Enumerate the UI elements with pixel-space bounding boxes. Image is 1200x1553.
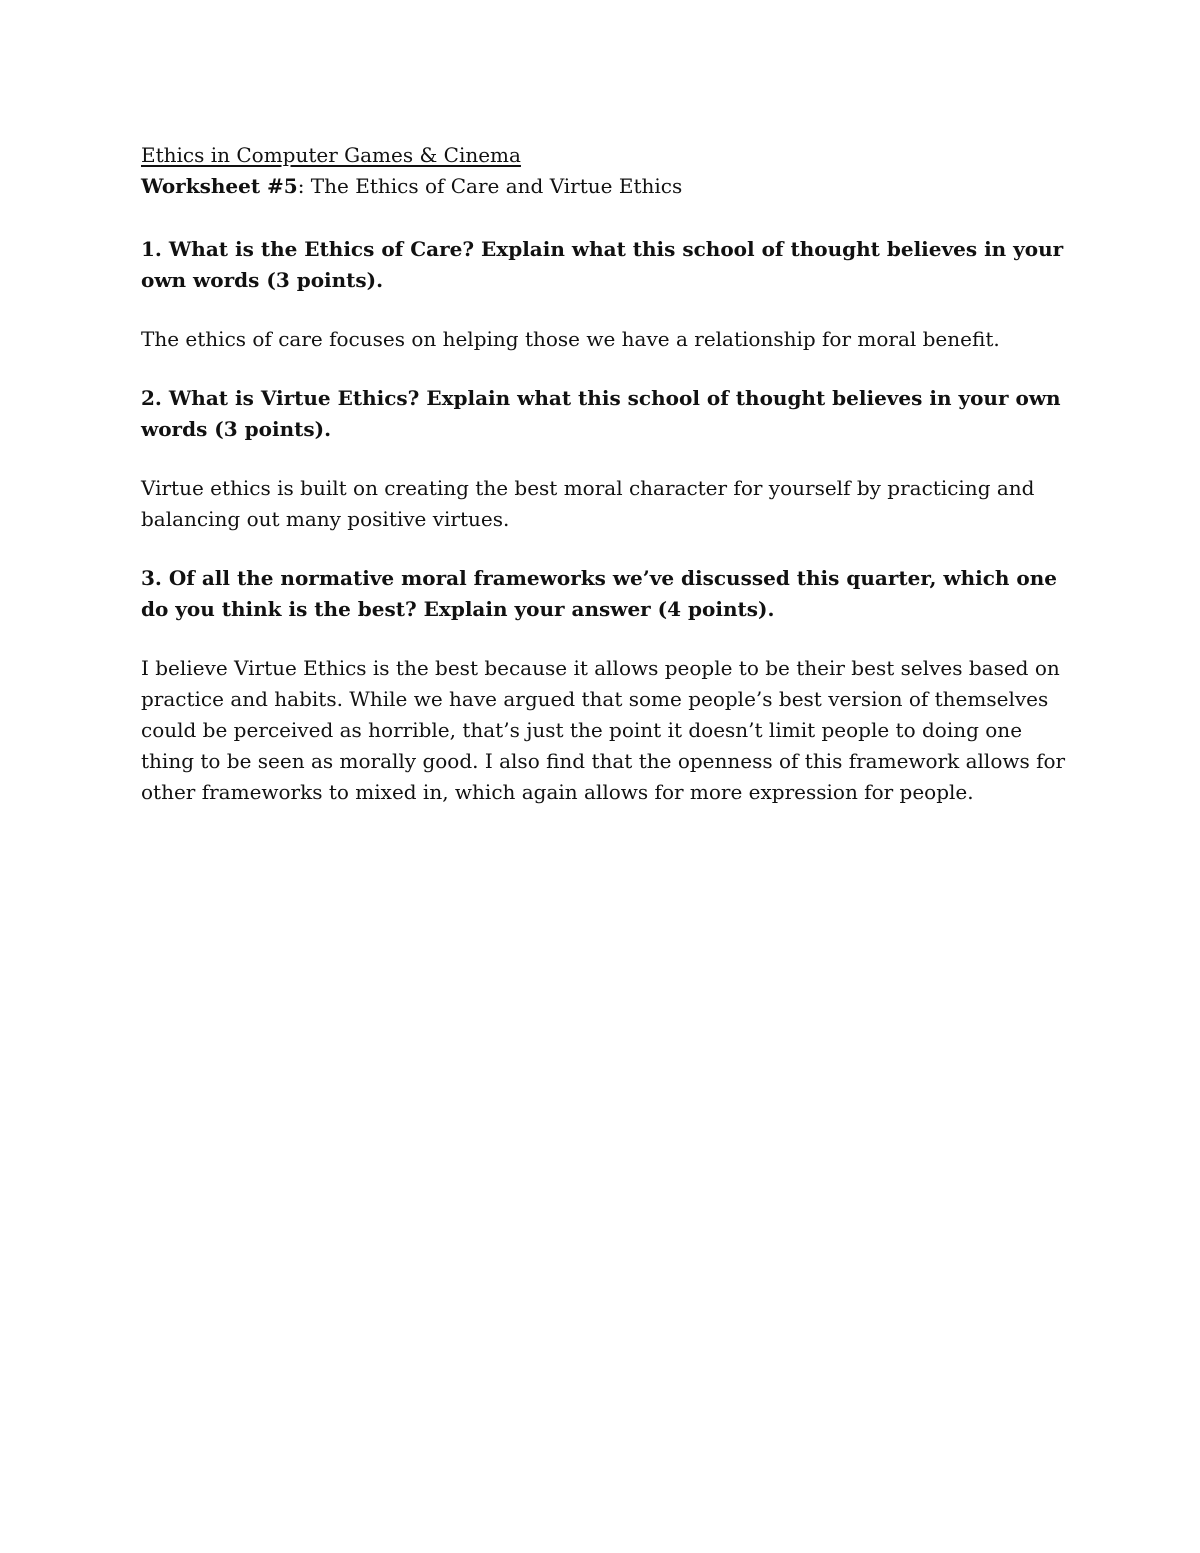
worksheet-label: Worksheet #5 <box>141 174 298 198</box>
question-3-answer: I believe Virtue Ethics is the best because it allows people to be their best selves based on practice and habits. While we have argued that some people’s best version of themselves could be perceived as horrible, that’s just the point it doesn’t limit people to doing one thing to be seen as morally good. I also find that the openness of this framework allows for other frameworks to mixed in, which again allows for more expression for people. <box>141 656 1066 804</box>
question-2-prompt: 2. What is Virtue Ethics? Explain what this school of thought believes in your own words (3 points). <box>141 386 1061 441</box>
question-1-prompt: 1. What is the Ethics of Care? Explain what this school of thought believes in your own words (3 points). <box>141 237 1064 292</box>
course-title: Ethics in Computer Games & Cinema <box>141 143 521 167</box>
worksheet-heading <box>141 171 1066 202</box>
question-2-answer: Virtue ethics is built on creating the best moral character for yourself by practicing and balancing out many positive virtues. <box>141 476 1035 531</box>
question-1-answer: The ethics of care focuses on helping those we have a relationship for moral benefit. <box>141 327 1000 351</box>
question-3-prompt: 3. Of all the normative moral frameworks we’ve discussed this quarter, which one do you think is the best? Explain your answer (4 points). <box>141 566 1058 621</box>
document-page <box>141 140 1066 808</box>
worksheet-title: : The Ethics of Care and Virtue Ethics <box>297 174 683 198</box>
